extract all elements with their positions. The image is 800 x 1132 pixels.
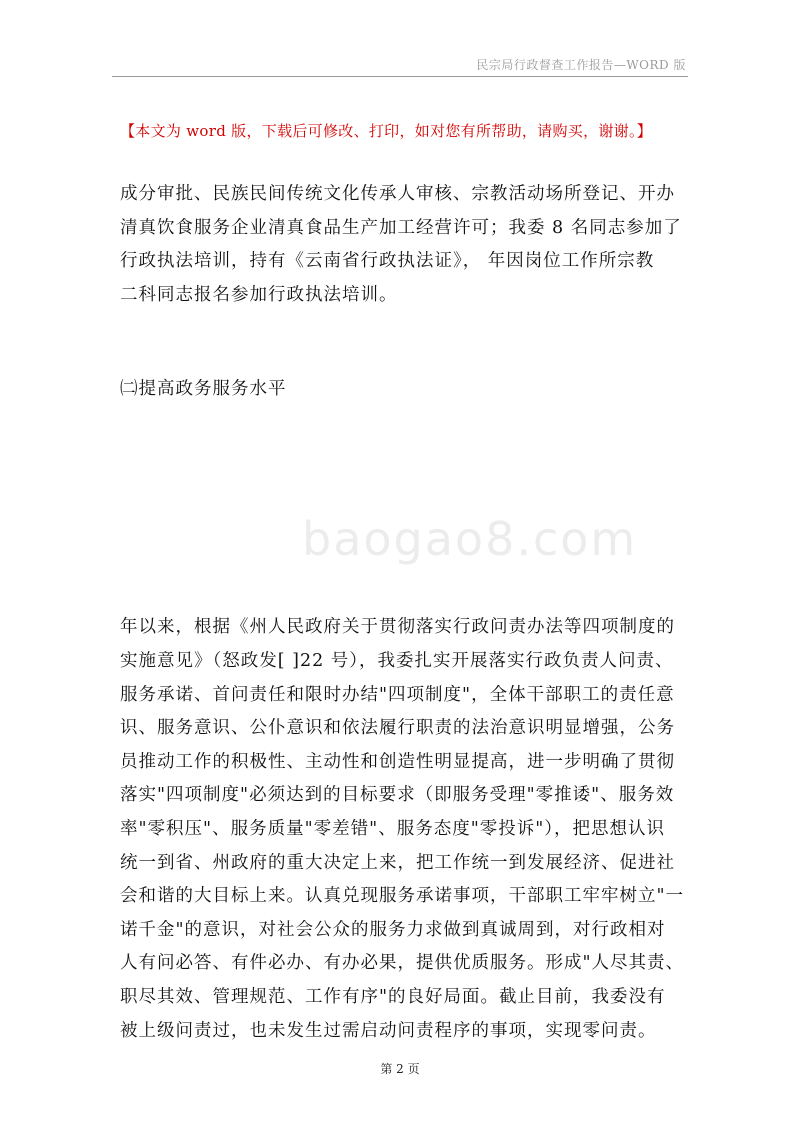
text-line: 识、服务意识、公仆意识和依法履行职责的法治意识明显增强，公务 [120,718,675,739]
page-number: 第 2 页 [380,1062,420,1076]
section-heading: ㈡提高政务服务水平 [120,379,287,399]
text-line: 年以来，根据《州人民政府关于贯彻落实行政问责办法等四项制度的 [120,617,675,638]
paragraph-top [120,178,680,312]
header-title: 民宗局行政督查工作报告—WORD 版 [476,58,686,72]
text-line: 二科同志报名参加行政执法培训。 [120,284,398,305]
text-line: 职尽其效、管理规范、工作有序"的良好局面。截止目前，我委没有 [120,986,666,1007]
paragraph-main [120,611,685,1048]
text-line: 行政执法培训，持有《云南省行政执法证》， 年因岗位工作所宗教 [120,251,655,272]
text-line: 员推动工作的积极性、主动性和创造性明显提高，进一步明确了贯彻 [120,751,675,772]
text-line: 人有问必答、有件必办、有办必果，提供优质服务。形成"人尽其责、 [120,953,685,974]
text-line: 会和谐的大目标上来。认真兑现服务承诺事项，干部职工牢牢树立"一 [120,886,685,907]
watermark-text: baogao8.com [302,512,638,566]
header-divider [112,76,688,77]
text-line: 率"零积压"、服务质量"零差错"、服务态度"零投诉"），把思想认识 [120,818,666,839]
text-line: 清真饮食服务企业清真食品生产加工经营许可；我委 8 名同志参加了 [120,217,682,238]
text-line: 诺千金"的意识，对社会公众的服务力求做到真诚周到，对行政相对 [120,919,666,940]
text-line: 统一到省、州政府的重大决定上来，把工作统一到发展经济、促进社 [120,852,675,873]
text-line: 被上级问责过，也未发生过需启动问责程序的事项，实现零问责。 [120,1020,657,1041]
text-line: 成分审批、民族民间传统文化传承人审核、宗教活动场所登记、开办 [120,184,675,204]
text-line: 落实"四项制度"必须达到的目标要求（即服务受理"零推诿"、服务效 [120,785,675,806]
text-line: 服务承诺、首问责任和限时办结"四项制度"，全体干部职工的责任意 [120,684,675,705]
text-line: 实施意见》（怒政发[ ]22 号），我委扎实开展落实行政负责人问责、 [120,650,674,671]
purchase-notice: 【本文为 word 版，下载后可修改、打印，如对您有所帮助，请购买，谢谢。】 [120,122,653,140]
